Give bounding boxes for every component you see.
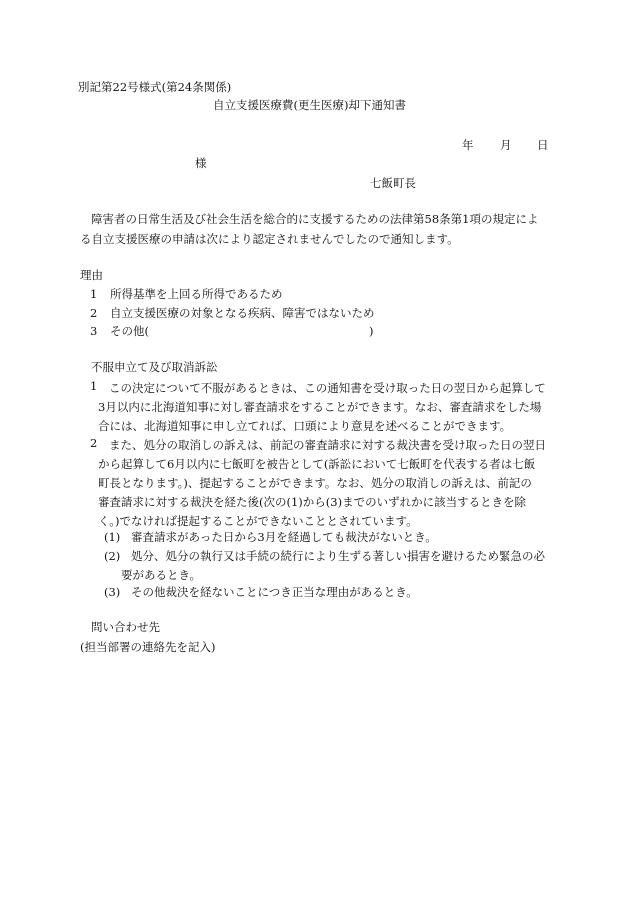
reason-number: 2 bbox=[90, 306, 98, 320]
sub-item-number: (2) bbox=[104, 549, 121, 563]
appeal-item-2-line: から起算して6月以内に七飯町を被告として(訴訟において七飯町を代表する者は七飯 bbox=[98, 457, 536, 471]
intro-paragraph bbox=[80, 209, 538, 249]
form-id: 別記第22号様式(第24条関係) bbox=[78, 80, 232, 94]
intro-line: る自立支援医療の申請は次により認定されませんでしたので通知します。 bbox=[80, 232, 459, 246]
reason-heading: 理由 bbox=[80, 268, 103, 282]
appeal-item-1 bbox=[98, 379, 546, 436]
addressee-suffix: 様 bbox=[195, 156, 207, 170]
reason-text: 自立支援医療の対象となる疾病、障害ではないため bbox=[110, 306, 375, 320]
contact-note: (担当部署の連絡先を記入) bbox=[80, 640, 216, 654]
date-day-label: 日 bbox=[537, 138, 549, 152]
document-title: 自立支援医療費(更生医療)却下通知書 bbox=[213, 98, 406, 112]
sub-item-text: 処分、処分の執行又は手続の続行により生ずる著しい損害を避けるため緊急の必 bbox=[131, 549, 545, 563]
reason-item bbox=[90, 306, 375, 322]
appeal-item-2-line: 町長となります。)、提起することができます。なお、処分の取消しの訴えは、前記の bbox=[98, 476, 532, 490]
date-year-label: 年 bbox=[462, 138, 474, 152]
appeal-item-2-line: また、処分の取消しの訴えは、前記の審査請求に対する裁決書を受け取った日の翌日 bbox=[109, 438, 546, 452]
intro-line: 障害者の日常生活及び社会生活を総合的に支援するための法律第58条第1項の規定によ bbox=[91, 212, 539, 226]
appeal-item-1-line: 合には、北海道知事に申し立てれば、口頭により意見を述べることができます。 bbox=[98, 419, 512, 433]
reason-item bbox=[90, 324, 149, 340]
appeal-item-number: 2 bbox=[90, 436, 98, 450]
sub-item-text: 審査請求があった日から3月を経過しても裁決がないとき。 bbox=[131, 530, 437, 544]
issuer-name: 七飯町長 bbox=[370, 176, 416, 190]
reason-number: 1 bbox=[90, 287, 98, 301]
reason-other-close: ) bbox=[369, 324, 374, 338]
appeal-item-1-line: 3月以内に北海道知事に対し審査請求をすることができます。なお、審査請求をした場 bbox=[98, 400, 542, 414]
sub-item-number: (1) bbox=[104, 530, 121, 544]
sub-item-number: (3) bbox=[104, 585, 121, 599]
reason-item bbox=[90, 287, 283, 303]
reason-text: その他( bbox=[110, 324, 149, 338]
appeal-item-2 bbox=[98, 436, 546, 531]
appeal-item-number: 1 bbox=[90, 379, 98, 393]
appeal-item-2-line: 審査請求に対する裁決を経た後(次の(1)から(3)までのいずれかに該当するときを除 bbox=[98, 495, 527, 509]
reason-text: 所得基準を上回る所得であるため bbox=[110, 287, 283, 301]
contact-heading: 問い合わせ先 bbox=[91, 620, 160, 634]
reason-number: 3 bbox=[90, 324, 98, 338]
sub-item-text: 要があるとき。 bbox=[121, 568, 202, 582]
appeal-item-2-line: く。)でなければ提起することができないこととされています。 bbox=[98, 514, 418, 528]
appeal-heading: 不服申立て及び取消訴訟 bbox=[91, 360, 218, 374]
appeal-item-1-line: この決定について不服があるときは、この通知書を受け取った日の翌日から起算して bbox=[109, 381, 546, 395]
date-month-label: 月 bbox=[500, 138, 512, 152]
sub-item-text: その他裁決を経ないことにつき正当な理由があるとき。 bbox=[131, 585, 418, 599]
